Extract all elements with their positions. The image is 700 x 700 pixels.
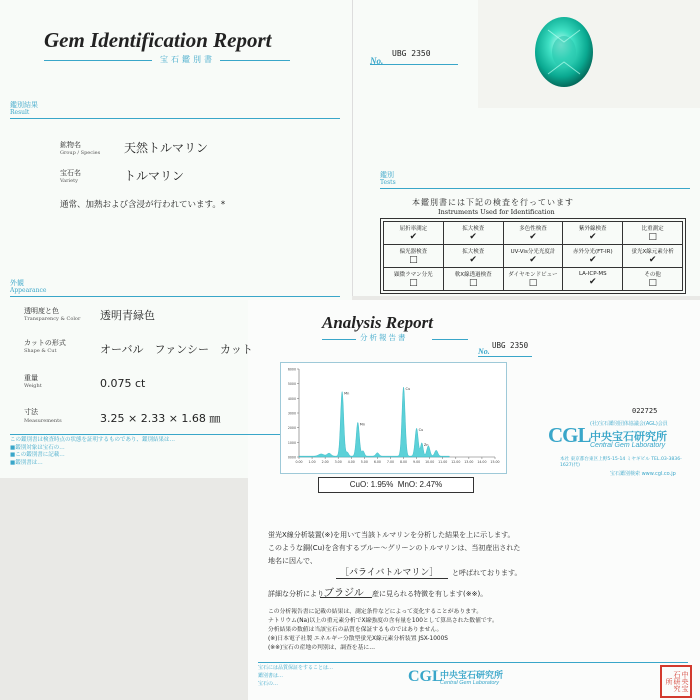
gem-image bbox=[478, 0, 700, 108]
lab-url: 宝石鑑別検索 www.cgl.co.jp bbox=[610, 471, 676, 477]
check-icon: ✔ bbox=[529, 232, 537, 242]
no-label: No. bbox=[370, 56, 384, 66]
lab-name-jp: 中央宝石研究所 bbox=[590, 430, 667, 443]
spectrum-chart bbox=[280, 362, 507, 474]
reference-number: 022725 bbox=[632, 407, 658, 415]
stamp-text: 中央宝石研究所 bbox=[665, 671, 689, 692]
variety-label: 宝石名 bbox=[60, 169, 81, 177]
analysis-number-underline bbox=[478, 356, 532, 357]
gem-photo bbox=[478, 0, 700, 108]
result-line bbox=[10, 118, 340, 119]
appearance-line bbox=[10, 296, 340, 297]
y-tick-label: 6000 bbox=[287, 367, 296, 372]
result-heading: 鑑別結果 bbox=[10, 101, 38, 109]
peak-label: Mn bbox=[344, 391, 350, 396]
test-name: 屈折率測定 bbox=[399, 226, 428, 232]
appearance-heading: 外観 bbox=[10, 279, 24, 287]
test-name: 拡大検査 bbox=[462, 226, 485, 232]
lab-name-en: Central Gem Laboratory bbox=[590, 442, 666, 449]
bottom-lab-name-en: Central Gem Laboratory bbox=[440, 680, 499, 686]
lab-stamp bbox=[660, 665, 692, 698]
bottom-cgl-logo: CGL bbox=[408, 668, 443, 685]
y-tick-label: 3000 bbox=[287, 411, 296, 416]
fine-line: (※)日本電子社製 エネルギー分散型蛍光X線元素分析装置 JSX-1000S bbox=[268, 636, 448, 642]
y-tick-label: 5000 bbox=[287, 382, 296, 387]
cgl-logo: CGL bbox=[548, 423, 591, 447]
analysis-subtitle: 分析報告書 bbox=[360, 333, 408, 342]
x-tick-label: 12.00 bbox=[451, 460, 461, 464]
x-tick-label: 5.00 bbox=[360, 460, 368, 464]
treatment-note: 通常、加熱および含浸が行われています。* bbox=[60, 200, 226, 210]
tests-table-wrap bbox=[380, 218, 686, 294]
check-icon: ✔ bbox=[589, 277, 597, 287]
fine-line: (※※)宝石の産地の判別は、調査を基に… bbox=[268, 645, 375, 651]
x-tick-label: 8.00 bbox=[399, 460, 408, 464]
fine-line: この分析報告書に記載の結果は、測定条件などによって変化することがあります。 bbox=[268, 609, 483, 615]
row-label: 透明度と色 bbox=[24, 307, 59, 315]
tests-line bbox=[380, 188, 690, 189]
check-icon: ✔ bbox=[409, 232, 418, 242]
peak-label: Zn bbox=[423, 442, 429, 447]
test-name: UV-Vis分光光度計 bbox=[510, 249, 556, 255]
check-icon: □ bbox=[528, 278, 538, 288]
check-icon: ✔ bbox=[469, 255, 477, 265]
appearance-heading-en: Appearance bbox=[10, 287, 47, 294]
bottom-fine-print bbox=[258, 664, 398, 688]
x-tick-label: 10.00 bbox=[425, 460, 435, 464]
test-name: 蛍光X線元素分析 bbox=[631, 249, 674, 255]
title-underline-left bbox=[44, 60, 152, 61]
origin-underline bbox=[320, 597, 372, 598]
analysis-text bbox=[268, 529, 538, 568]
tests-heading-en: Tests bbox=[380, 179, 396, 186]
x-tick-label: 0.00 bbox=[295, 460, 303, 464]
species-label-en: Group / Species bbox=[60, 150, 101, 156]
footnote: ■この鑑別書に記載… bbox=[10, 452, 65, 458]
x-tick-label: 1.00 bbox=[308, 460, 316, 464]
paraiba-after: と呼ばれております。 bbox=[452, 569, 522, 577]
analysis-title: Analysis Report bbox=[322, 313, 433, 332]
row-value: オーバル ファンシー カット bbox=[100, 343, 253, 356]
footnote: ■鑑別対象は宝石の… bbox=[10, 444, 65, 451]
x-tick-label: 6.00 bbox=[373, 460, 381, 464]
bottom-line bbox=[258, 662, 688, 663]
test-name: 軟X線透過検査 bbox=[454, 272, 492, 278]
test-name: 偏光器検査 bbox=[399, 249, 428, 255]
row-label: 重量 bbox=[24, 374, 38, 382]
report-subtitle: 宝石鑑別書 bbox=[160, 55, 215, 64]
row-label-en: Weight bbox=[24, 383, 42, 389]
fine-line: ナトリウム(Na)以上の重元素分析でX線強度の含有量を100として算出された数値です。 bbox=[268, 618, 498, 624]
fine-line: 分析結果の数値は当該宝石の品質を保証するものではありません。 bbox=[268, 627, 443, 633]
y-tick-label: 4000 bbox=[287, 396, 296, 401]
test-name: 多色性検査 bbox=[519, 226, 547, 232]
y-tick-label: 0000 bbox=[287, 455, 296, 460]
report-number: UBG 2350 bbox=[392, 49, 431, 58]
footnotes bbox=[10, 437, 250, 467]
x-tick-label: 14.00 bbox=[477, 460, 487, 464]
paraiba-underline bbox=[336, 578, 448, 579]
tests-intro: 本鑑別書には下記の検査を行っています bbox=[412, 198, 574, 207]
test-name: LA-ICP-MS bbox=[578, 271, 607, 277]
variety-label-en: Variety bbox=[60, 178, 78, 184]
check-icon: □ bbox=[648, 232, 657, 242]
test-name: 拡大検査 bbox=[462, 249, 485, 255]
check-icon: □ bbox=[409, 255, 418, 265]
peak-label: Cu bbox=[418, 428, 424, 433]
spectrum-svg bbox=[281, 363, 506, 473]
y-tick-label: 2000 bbox=[287, 426, 296, 431]
check-icon: ✔ bbox=[469, 232, 477, 242]
x-tick-label: 9.00 bbox=[413, 460, 421, 464]
tests-table bbox=[383, 221, 683, 291]
number-underline bbox=[370, 64, 458, 65]
check-icon: □ bbox=[468, 278, 478, 288]
row-label-en: Shape & Cut bbox=[24, 348, 57, 354]
x-tick-label: 13.00 bbox=[464, 460, 474, 464]
lab-member: (社)宝石鑑別団体協議会(AGL)会員 bbox=[590, 421, 668, 427]
test-name: ダイヤモンドビュー bbox=[508, 272, 558, 278]
test-name: 赤外分光(FT-IR) bbox=[572, 249, 613, 255]
row-value: 3.25 × 2.33 × 1.68 ㎜ bbox=[100, 412, 221, 425]
x-tick-label: 4.00 bbox=[347, 460, 355, 464]
x-tick-label: 15.00 bbox=[490, 460, 500, 464]
analysis-underline-right bbox=[432, 339, 468, 340]
report-title: Gem Identification Report bbox=[44, 28, 272, 52]
row-label-en: Transparency & Color bbox=[24, 316, 81, 322]
check-icon: □ bbox=[648, 278, 657, 288]
result-box: CuO: 1.95% MnO: 2.47% bbox=[318, 477, 474, 493]
bottom-fine-line: 宝石の… bbox=[258, 681, 279, 687]
footnote: この鑑別書は検査時点の状態を証明するものであり、鑑別結果は… bbox=[10, 437, 176, 443]
analysis-line: 蛍光X線分析装置(※)を用いて当該トルマリンを分析した結果を上に示します。 bbox=[268, 531, 515, 539]
title-underline-right bbox=[220, 60, 290, 61]
test-name: 顕微ラマン分光 bbox=[394, 272, 433, 278]
test-name: 紫外線検査 bbox=[579, 226, 607, 232]
row-label-en: Measurements bbox=[24, 418, 62, 424]
peak-label: Cu bbox=[405, 387, 411, 392]
x-tick-label: 7.00 bbox=[386, 460, 395, 464]
instruments-title: Instruments Used for Identification bbox=[438, 208, 555, 216]
peak-label: Mn bbox=[359, 422, 366, 427]
check-icon: ✔ bbox=[648, 255, 657, 265]
row-label: 寸法 bbox=[24, 408, 38, 416]
bottom-fine-line: 宝石には品質保証をすることは… bbox=[258, 665, 334, 671]
x-tick-label: 11.00 bbox=[438, 460, 448, 464]
test-name: その他 bbox=[644, 272, 661, 278]
origin-word: ブラジル bbox=[324, 588, 364, 599]
analysis-line: このような銅(Cu)を含有するブルー～グリーンのトルマリンは、当初産出された bbox=[268, 544, 521, 552]
analysis-no-label: No. bbox=[478, 347, 490, 356]
analysis-number: UBG 2350 bbox=[492, 341, 529, 350]
bottom-lab-name-jp: 中央宝石研究所 bbox=[440, 671, 504, 681]
row-value: 0.075 ct bbox=[100, 377, 146, 390]
result-heading-en: Result bbox=[10, 109, 30, 116]
check-icon: ✔ bbox=[529, 255, 537, 265]
origin-before: 詳細な分析により、 bbox=[268, 590, 331, 598]
footnote: ■鑑別書は… bbox=[10, 459, 43, 466]
species-value: 天然トルマリン bbox=[124, 141, 209, 155]
x-tick-label: 2.00 bbox=[321, 460, 329, 464]
analysis-fine-print bbox=[268, 608, 513, 653]
analysis-underline-left bbox=[322, 339, 356, 340]
species-label: 鉱物名 bbox=[60, 141, 81, 149]
analysis-line: 地名に因んで、 bbox=[268, 557, 317, 565]
bottom-fine-line: 鑑別書は… bbox=[258, 673, 284, 679]
test-name: 比重測定 bbox=[641, 226, 664, 232]
row-value: 透明青緑色 bbox=[100, 309, 155, 322]
origin-after: 産に見られる特徴を有します(※※)。 bbox=[372, 590, 488, 598]
variety-value: トルマリン bbox=[124, 169, 185, 183]
check-icon: ✔ bbox=[589, 255, 597, 265]
check-icon: □ bbox=[409, 278, 418, 288]
x-tick-label: 3.00 bbox=[334, 460, 342, 464]
y-tick-label: 1000 bbox=[287, 440, 296, 445]
row-label: カットの形式 bbox=[24, 339, 66, 347]
lab-address: 本社 東京都台東区上野5-15-14 ミヤギビル TEL.03-3836-1627(代) bbox=[560, 457, 682, 468]
check-icon: ✔ bbox=[589, 232, 597, 242]
paraiba-name: ［パライバトルマリン］ bbox=[340, 568, 439, 578]
tests-heading: 鑑別 bbox=[380, 171, 394, 179]
